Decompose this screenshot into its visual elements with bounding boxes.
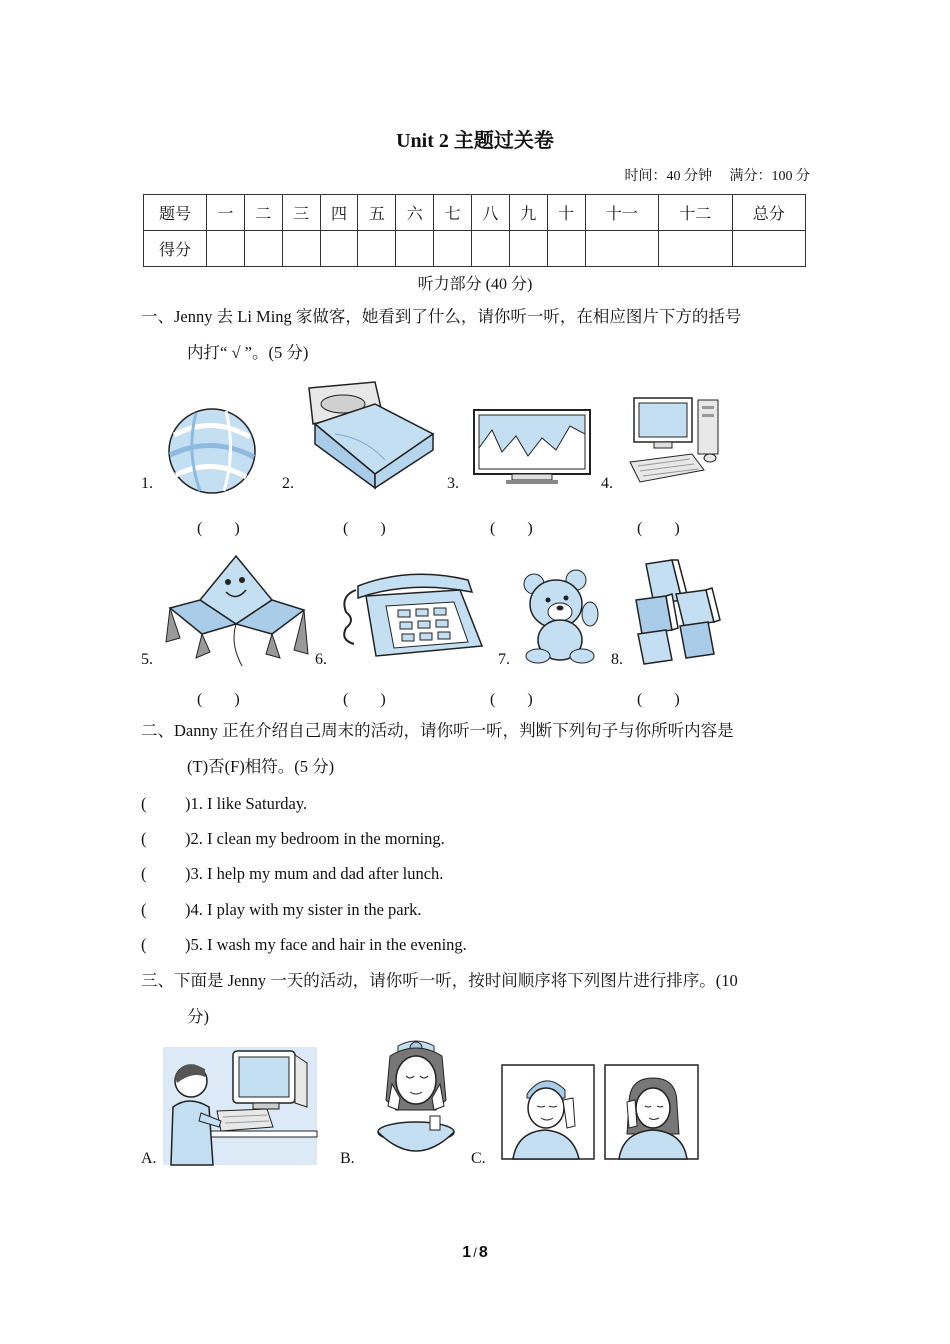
item-number: 7. <box>498 651 510 668</box>
score-cell[interactable] <box>358 231 396 267</box>
table-cell: 五 <box>358 195 396 231</box>
telephone-icon <box>336 566 488 660</box>
exam-full-score: 满分：100 分 <box>729 169 810 184</box>
prompt-line: 一、Jenny 去 Li Ming 家做客，她看到了什么，请你听一听，在相应图片下方的括号 <box>141 307 742 326</box>
score-cell[interactable] <box>659 231 732 267</box>
score-cell[interactable] <box>732 231 806 267</box>
picture-label: C. <box>471 1150 486 1167</box>
item-number: 3. <box>447 475 459 492</box>
score-table <box>143 194 806 267</box>
score-cell[interactable] <box>585 231 658 267</box>
page-number <box>0 1244 950 1262</box>
answer-blank[interactable]: ( ) <box>343 520 386 537</box>
table-cell: 得分 <box>144 231 207 267</box>
picture-label: B. <box>340 1150 355 1167</box>
item-number: 4. <box>601 475 613 492</box>
table-cell: 十二 <box>659 195 732 231</box>
prompt-line: 内打“ √ ”。(5 分) <box>187 343 309 362</box>
prompt-line: (T)否(F)相符。(5 分) <box>187 757 335 776</box>
page-current: 1 <box>462 1244 472 1261</box>
answer-open-paren: ( <box>141 864 147 883</box>
answer-blank[interactable]: ( ) <box>490 520 533 537</box>
picture-label: A. <box>141 1150 157 1167</box>
statement-row[interactable] <box>141 900 421 920</box>
question-1-prompt <box>141 299 811 371</box>
statement-row[interactable] <box>141 935 467 955</box>
table-cell: 十 <box>547 195 585 231</box>
answer-blank[interactable]: ( ) <box>637 691 680 708</box>
item-number: 5. <box>141 651 153 668</box>
answer-open-paren: ( <box>141 829 147 848</box>
score-cell[interactable] <box>547 231 585 267</box>
score-cell[interactable] <box>509 231 547 267</box>
table-cell: 七 <box>434 195 472 231</box>
answer-blank[interactable]: ( ) <box>490 691 533 708</box>
statement-text: )2. I clean my bedroom in the morning. <box>185 829 445 848</box>
books-icon <box>632 560 722 664</box>
page-title: Unit 2 主题过关卷 <box>396 130 554 152</box>
statement-text: )5. I wash my face and hair in the evening. <box>185 935 467 954</box>
answer-blank[interactable]: ( ) <box>197 520 240 537</box>
answer-open-paren: ( <box>141 794 147 813</box>
exam-time: 时间：40 分钟 <box>624 169 712 184</box>
item-number: 1. <box>141 475 153 492</box>
prompt-line: 分) <box>187 1007 209 1026</box>
phone-call-picture <box>501 1064 699 1160</box>
question-2-prompt <box>141 713 811 785</box>
tv-icon <box>472 408 592 486</box>
score-cell[interactable] <box>282 231 320 267</box>
prompt-line: 三、下面是 Jenny 一天的活动，请你听一听，按时间顺序将下列图片进行排序。(10 <box>141 971 738 990</box>
table-cell: 八 <box>472 195 510 231</box>
answer-blank[interactable]: ( ) <box>197 691 240 708</box>
statement-row[interactable] <box>141 794 307 814</box>
score-cell[interactable] <box>207 231 245 267</box>
girl-using-computer-picture <box>163 1047 317 1165</box>
table-cell: 总分 <box>732 195 806 231</box>
item-number: 6. <box>315 651 327 668</box>
statement-text: )4. I play with my sister in the park. <box>185 900 422 919</box>
girl-washing-face-picture <box>376 1040 458 1158</box>
page-separator: / <box>473 1245 477 1260</box>
computer-icon <box>628 396 720 488</box>
item-number: 8. <box>611 651 623 668</box>
answer-blank[interactable]: ( ) <box>343 691 386 708</box>
item-number: 2. <box>282 475 294 492</box>
teddy-bear-icon <box>520 570 604 664</box>
statement-text: )1. I like Saturday. <box>185 794 308 813</box>
page-total: 8 <box>478 1244 488 1261</box>
score-cell[interactable] <box>434 231 472 267</box>
bed-icon <box>305 378 437 490</box>
statement-text: )3. I help my mum and dad after lunch. <box>185 864 444 883</box>
table-cell: 九 <box>509 195 547 231</box>
question-3-prompt <box>141 963 811 1035</box>
exam-meta <box>611 165 811 185</box>
table-cell: 三 <box>282 195 320 231</box>
table-cell: 一 <box>207 195 245 231</box>
prompt-line: 二、Danny 正在介绍自己周末的活动，请你听一听，判断下列句子与你所听内容是 <box>141 721 734 740</box>
answer-open-paren: ( <box>141 935 147 954</box>
statement-row[interactable] <box>141 829 445 849</box>
score-table-score-row <box>144 231 806 267</box>
table-cell: 六 <box>396 195 434 231</box>
score-cell[interactable] <box>244 231 282 267</box>
answer-blank[interactable]: ( ) <box>637 520 680 537</box>
table-cell: 十一 <box>585 195 658 231</box>
statement-row[interactable] <box>141 864 443 884</box>
score-cell[interactable] <box>472 231 510 267</box>
ball-icon <box>166 405 258 493</box>
score-table-header-row <box>144 195 806 231</box>
listening-section-title: 听力部分 (40 分) <box>417 276 533 293</box>
kite-icon <box>162 554 312 668</box>
score-cell[interactable] <box>320 231 358 267</box>
table-cell: 四 <box>320 195 358 231</box>
table-cell: 二 <box>244 195 282 231</box>
answer-open-paren: ( <box>141 900 147 919</box>
score-cell[interactable] <box>396 231 434 267</box>
table-cell: 题号 <box>144 195 207 231</box>
